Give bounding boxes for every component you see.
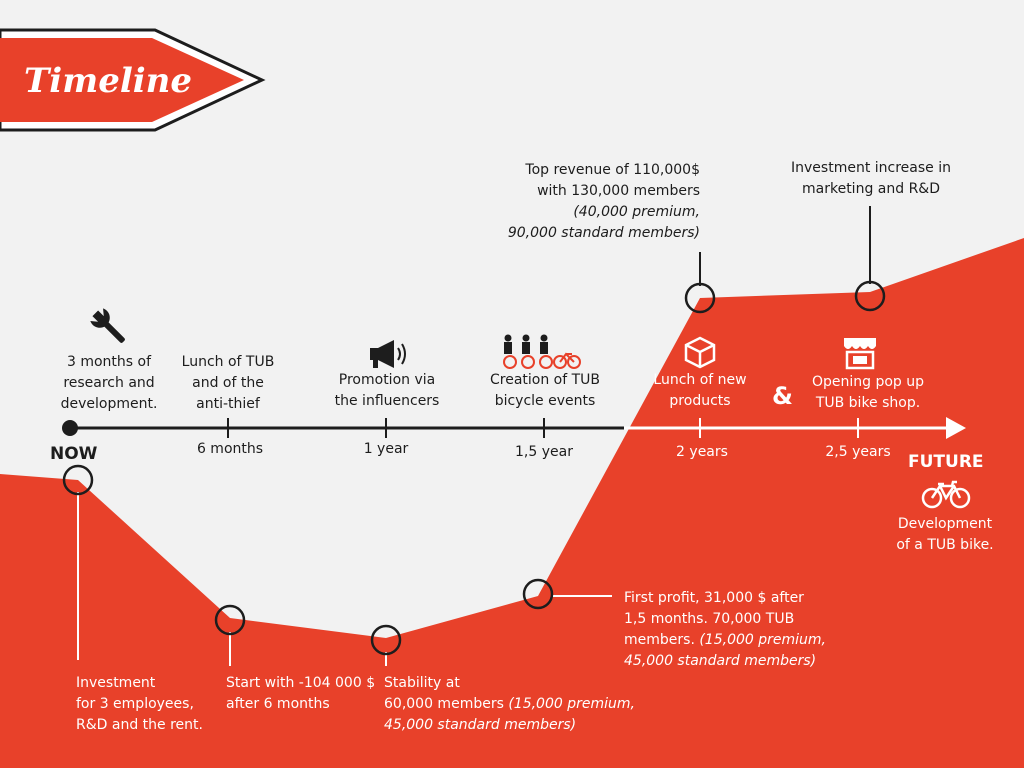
- note-start: Start with -104 000 $ after 6 months: [226, 675, 376, 712]
- milestone-new-products: Lunch of new products: [653, 372, 747, 409]
- tick-label-1-5-year: 1,5 year: [515, 444, 573, 460]
- tick-label-2-years: 2 years: [676, 444, 728, 460]
- page-title: Timeline: [24, 61, 193, 101]
- note-stability: Stability at 60,000 members (15,000 premium, 45,000 standard members): [384, 675, 635, 733]
- tick-label-2-5-years: 2,5 years: [825, 444, 891, 460]
- milestone-tub-bike: Development of a TUB bike.: [896, 516, 994, 553]
- wrench-icon: [88, 306, 130, 348]
- milestone-tub-launch: Lunch of TUB and of the anti-thief: [181, 354, 275, 412]
- note-first-profit: First profit, 31,000 $ after 1,5 months. 70,000 TUB members. (15,000 premium, 45,000 standard members): [624, 590, 826, 669]
- now-label: NOW: [50, 444, 98, 464]
- tick-label-1-year: 1 year: [363, 441, 409, 457]
- note-top-revenue: Top revenue of 110,000$ with 130,000 members (40,000 premium, 90,000 standard members): [507, 162, 700, 241]
- note-investment: Investment for 3 employees, R&D and the rent.: [76, 675, 203, 733]
- milestone-research: 3 months of research and development.: [60, 354, 158, 412]
- milestone-pop-up-shop: Opening pop up TUB bike shop.: [811, 374, 925, 411]
- milestone-promotion: Promotion via the influencers: [334, 372, 440, 409]
- megaphone-icon: [370, 340, 405, 368]
- future-label: FUTURE: [908, 452, 984, 472]
- note-investment-increase: Investment increase in marketing and R&D: [791, 160, 951, 197]
- tick-label-6-months: 6 months: [196, 441, 264, 457]
- cyclists-icon: [504, 335, 580, 369]
- now-dot: [62, 420, 78, 436]
- ampersand: &: [772, 382, 793, 410]
- milestone-bicycle-events: Creation of TUB bicycle events: [489, 372, 601, 409]
